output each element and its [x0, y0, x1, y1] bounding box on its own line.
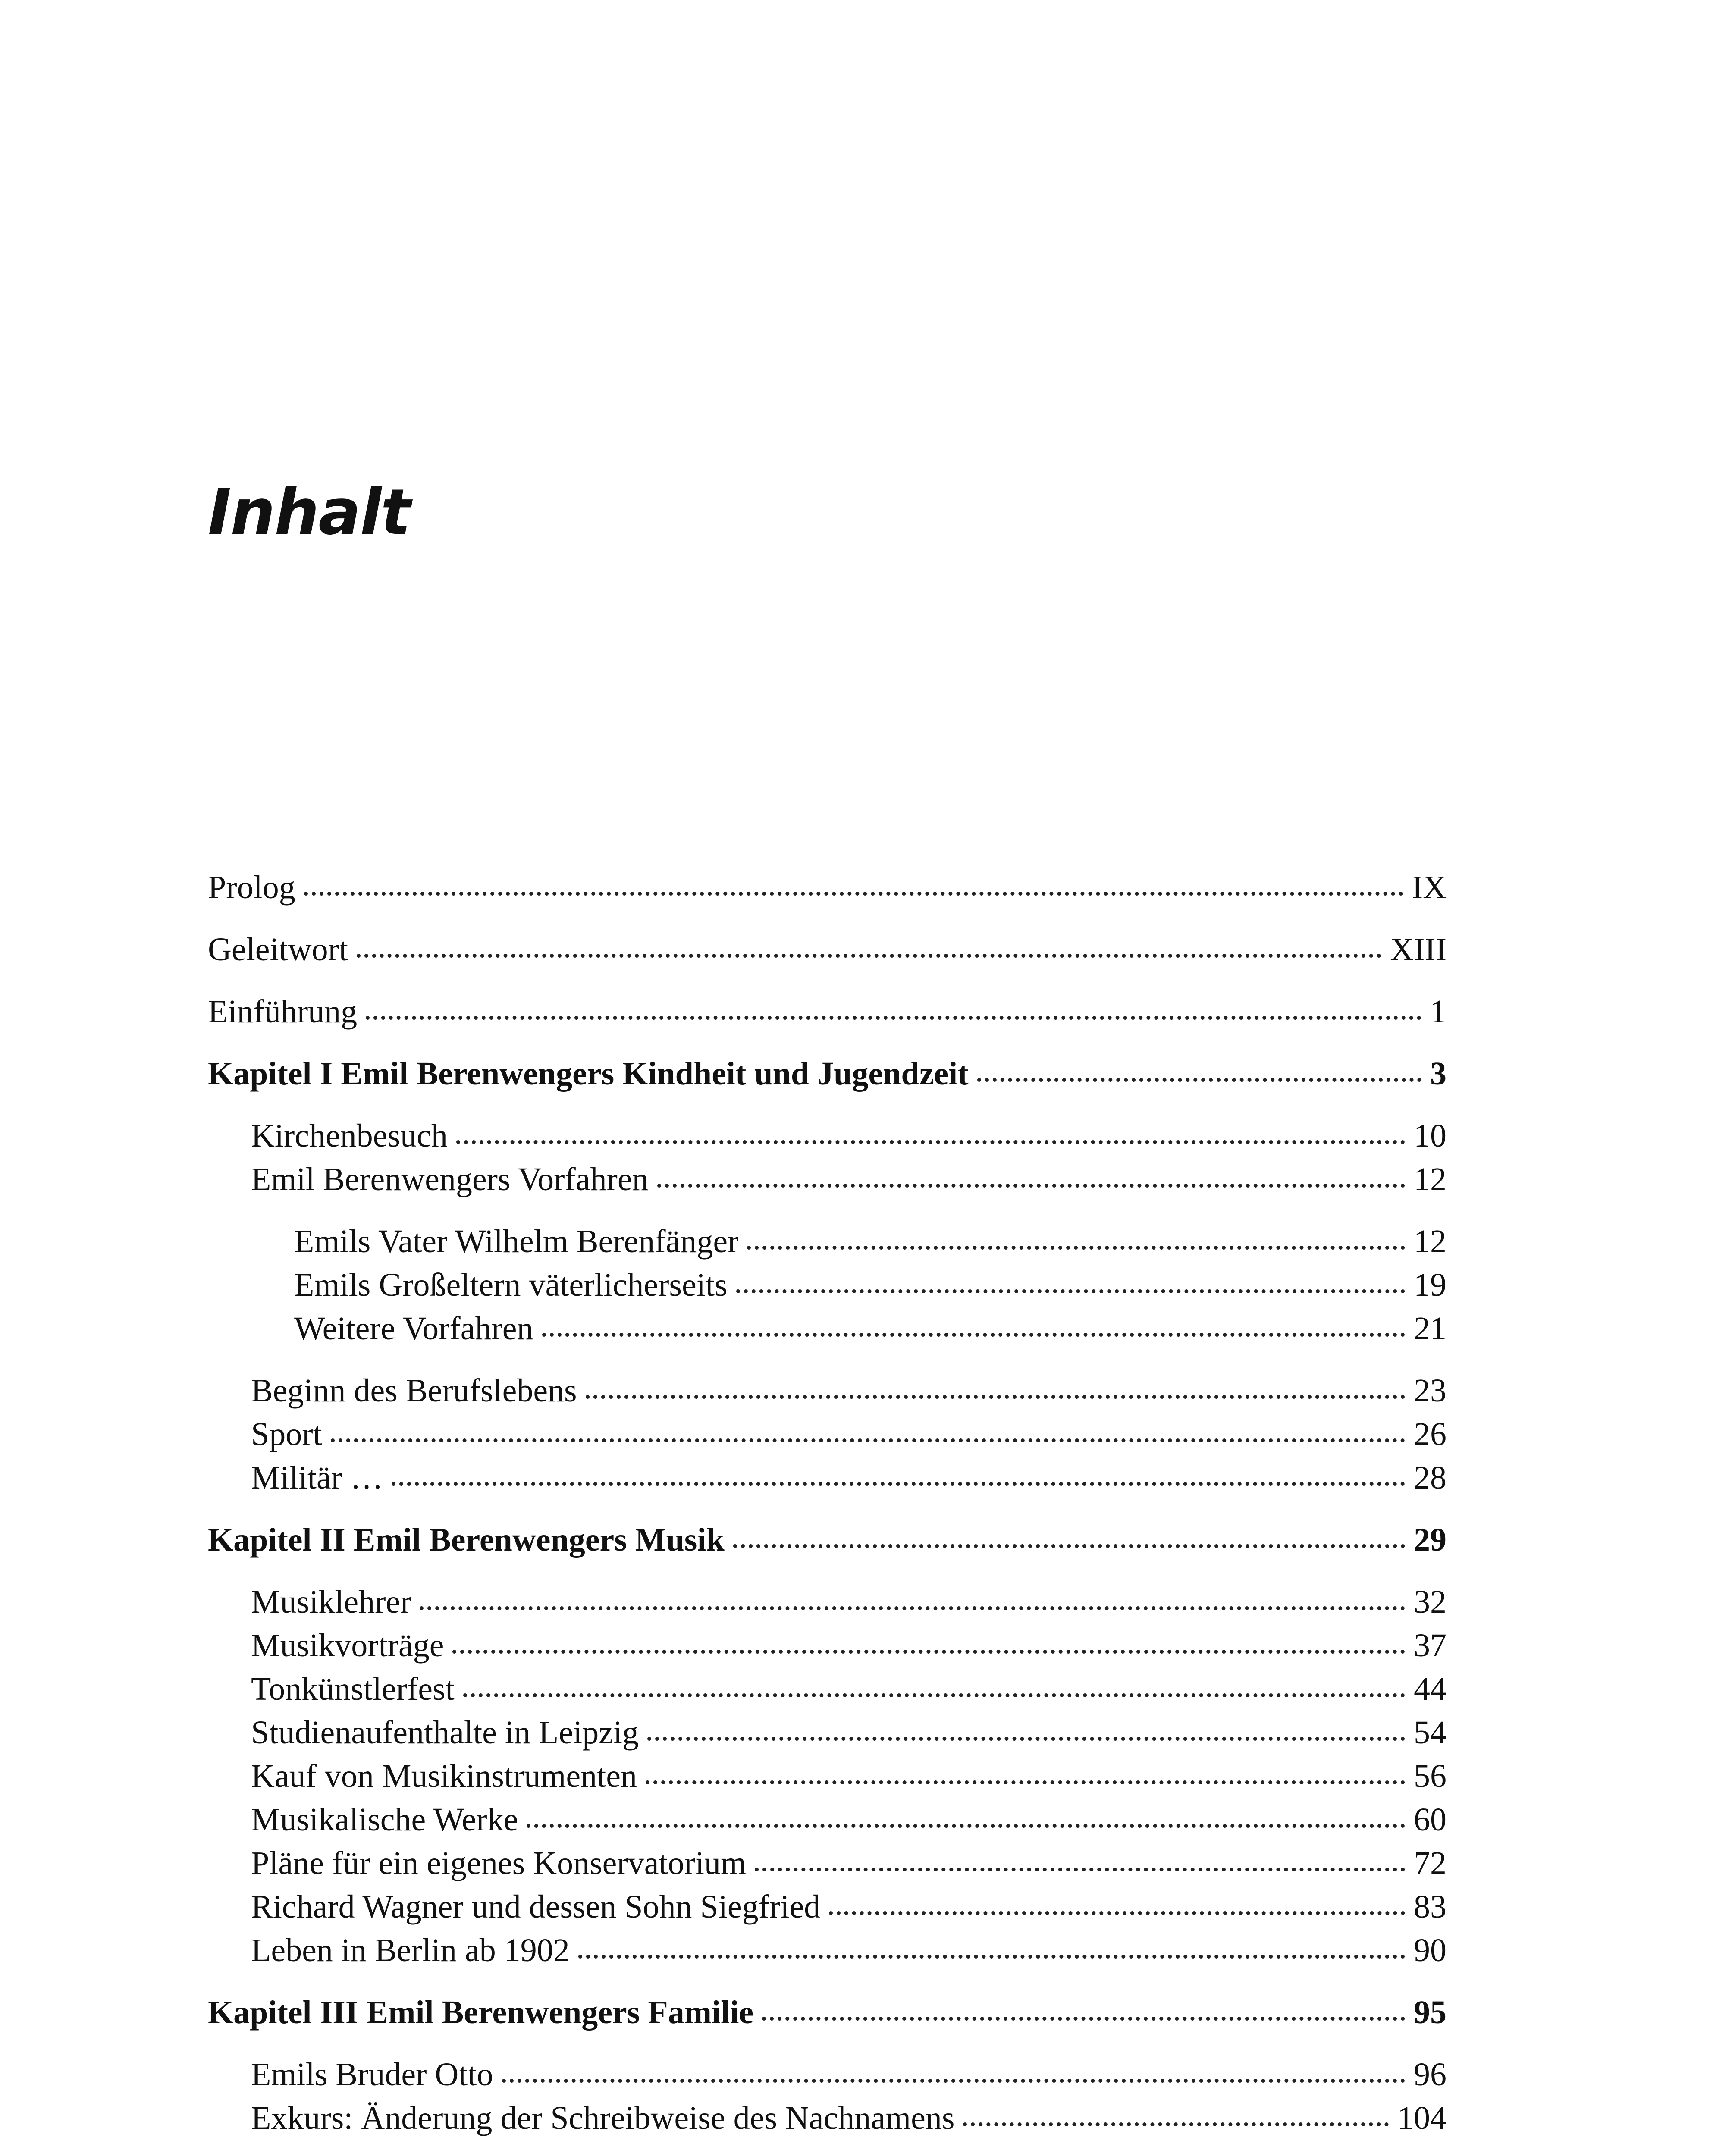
- page-title: Inhalt: [208, 476, 410, 549]
- toc-entry-title: Richard Wagner und dessen Sohn Siegfried: [251, 1889, 821, 1925]
- toc-entry-page: 23: [1414, 1373, 1446, 1409]
- dot-leader: [542, 1333, 1406, 1337]
- dot-leader: [527, 1824, 1405, 1828]
- toc-entry-wagner[interactable]: [208, 1885, 1446, 1929]
- toc-entry-vater[interactable]: [208, 1220, 1446, 1263]
- toc-entry-page: 12: [1414, 1223, 1446, 1260]
- toc-entry-title: Kauf von Musikinstrumenten: [251, 1758, 637, 1794]
- dot-leader: [762, 2017, 1405, 2021]
- toc-entry-kirchenbesuch[interactable]: [208, 1114, 1446, 1158]
- toc-entry-weitere-vorfahren[interactable]: [208, 1307, 1446, 1351]
- toc-entry-konservatorium[interactable]: [208, 1842, 1446, 1885]
- toc-entry-musiklehrer[interactable]: [208, 1580, 1446, 1624]
- toc-entry-einfuehrung[interactable]: [208, 990, 1446, 1034]
- dot-leader: [502, 2079, 1405, 2083]
- dot-leader: [456, 1140, 1405, 1144]
- toc-entry-exkurs[interactable]: [208, 2096, 1446, 2140]
- toc-entry-title: Emils Bruder Otto: [251, 2056, 493, 2093]
- toc-entry-title: Leben in Berlin ab 1902: [251, 1932, 570, 1968]
- toc-entry-page: 104: [1397, 2100, 1446, 2136]
- toc-entry-page: 21: [1414, 1310, 1446, 1347]
- toc-entry-page: 54: [1414, 1714, 1446, 1751]
- toc-entry-title: Exkurs: Änderung der Schreibweise des Nachnamens: [251, 2100, 955, 2136]
- toc-entry-vorfahren[interactable]: [208, 1158, 1446, 1201]
- dot-leader: [331, 1438, 1405, 1442]
- toc-entry-militaer[interactable]: [208, 1456, 1446, 1500]
- toc-entry-geleitwort[interactable]: [208, 928, 1446, 971]
- dot-leader: [452, 1650, 1405, 1654]
- toc-entry-sport[interactable]: [208, 1413, 1446, 1456]
- dot-leader: [829, 1911, 1405, 1915]
- toc-chapter-3[interactable]: [208, 1991, 1446, 2034]
- toc-entry-tonkuenstlerfest[interactable]: [208, 1667, 1446, 1711]
- dot-leader: [578, 1955, 1405, 1959]
- toc-entry-page: 95: [1414, 1994, 1446, 2031]
- toc-entry-title: Musiklehrer: [251, 1584, 411, 1620]
- toc-entry-page: 83: [1414, 1889, 1446, 1925]
- toc-entry-page: 12: [1414, 1161, 1446, 1197]
- toc-entry-page: 60: [1414, 1802, 1446, 1838]
- toc-entry-musikalische-werke[interactable]: [208, 1798, 1446, 1842]
- toc-entry-title: Kapitel II Emil Berenwengers Musik: [208, 1522, 725, 1558]
- toc-entry-title: Kapitel III Emil Berenwengers Familie: [208, 1994, 754, 2031]
- toc-entry-title: Prolog: [208, 869, 295, 906]
- toc-entry-title: Musikalische Werke: [251, 1802, 518, 1838]
- toc-entry-grosseltern[interactable]: [208, 1263, 1446, 1307]
- toc-entry-title: Kirchenbesuch: [251, 1118, 448, 1154]
- dot-leader: [755, 1868, 1405, 1871]
- toc-entry-title: Emils Vater Wilhelm Berenfänger: [294, 1223, 739, 1260]
- toc-entry-title: Militär …: [251, 1460, 383, 1496]
- toc-entry-bruder-otto[interactable]: [208, 2053, 1446, 2096]
- dot-leader: [646, 1780, 1405, 1784]
- toc-entry-page: 26: [1414, 1416, 1446, 1452]
- toc-entry-title: Musikvorträge: [251, 1627, 444, 1664]
- dot-leader: [463, 1693, 1405, 1697]
- dot-leader: [963, 2122, 1389, 2126]
- toc-entry-studienaufenthalte[interactable]: [208, 1711, 1446, 1755]
- toc-entry-page: 32: [1414, 1584, 1446, 1620]
- toc-entry-musikvortraege[interactable]: [208, 1624, 1446, 1667]
- dot-leader: [420, 1606, 1405, 1610]
- toc-entry-page: 72: [1414, 1845, 1446, 1881]
- toc-entry-title: Pläne für ein eigenes Konservatorium: [251, 1845, 747, 1881]
- toc-entry-page: 10: [1414, 1118, 1446, 1154]
- toc-entry-title: Tonkünstlerfest: [251, 1671, 455, 1707]
- dot-leader: [736, 1289, 1405, 1293]
- toc-entry-title: Kapitel I Emil Berenwengers Kindheit und Jugendzeit: [208, 1056, 969, 1092]
- toc-entry-title: Weitere Vorfahren: [294, 1310, 533, 1347]
- toc-entry-title: Einführung: [208, 993, 358, 1030]
- toc-entry-title: Emils Großeltern väterlicherseits: [294, 1267, 728, 1303]
- dot-leader: [657, 1184, 1405, 1188]
- toc-entry-berlin[interactable]: [208, 1929, 1446, 1972]
- table-of-contents: [208, 866, 1446, 2140]
- dot-leader: [304, 892, 1403, 896]
- dot-leader: [366, 1016, 1421, 1020]
- dot-leader: [747, 1246, 1405, 1250]
- toc-chapter-1[interactable]: [208, 1052, 1446, 1096]
- toc-entry-page: XIII: [1390, 931, 1446, 968]
- dot-leader: [392, 1482, 1405, 1486]
- toc-entry-page: 56: [1414, 1758, 1446, 1794]
- toc-entry-page: 19: [1414, 1267, 1446, 1303]
- dot-leader: [647, 1737, 1405, 1741]
- dot-leader: [586, 1395, 1405, 1399]
- toc-entry-prolog[interactable]: [208, 866, 1446, 909]
- toc-entry-page: 37: [1414, 1627, 1446, 1664]
- dot-leader: [977, 1078, 1421, 1082]
- toc-entry-page: 96: [1414, 2056, 1446, 2093]
- toc-entry-page: 90: [1414, 1932, 1446, 1968]
- toc-entry-page: 3: [1430, 1056, 1446, 1092]
- toc-entry-title: Studienaufenthalte in Leipzig: [251, 1714, 639, 1751]
- toc-entry-musikinstrumente[interactable]: [208, 1755, 1446, 1798]
- dot-leader: [357, 954, 1381, 958]
- toc-entry-title: Geleitwort: [208, 931, 348, 968]
- toc-entry-page: 28: [1414, 1460, 1446, 1496]
- toc-entry-page: 44: [1414, 1671, 1446, 1707]
- toc-entry-title: Beginn des Berufslebens: [251, 1373, 577, 1409]
- toc-entry-title: Sport: [251, 1416, 322, 1452]
- toc-entry-page: 29: [1414, 1522, 1446, 1558]
- toc-entry-berufsleben[interactable]: [208, 1369, 1446, 1413]
- toc-entry-title: Emil Berenwengers Vorfahren: [251, 1161, 649, 1197]
- dot-leader: [733, 1544, 1405, 1548]
- toc-chapter-2[interactable]: [208, 1518, 1446, 1562]
- toc-entry-page: 1: [1430, 993, 1446, 1030]
- toc-entry-page: IX: [1412, 869, 1446, 906]
